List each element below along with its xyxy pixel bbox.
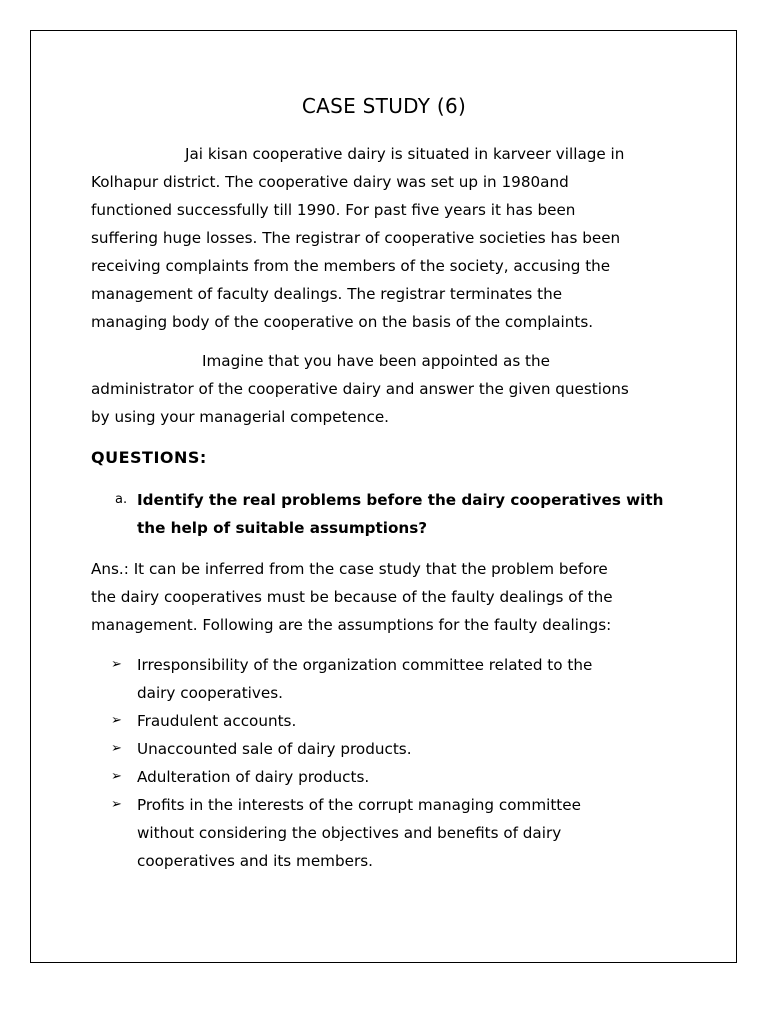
case-paragraph-1 (91, 140, 691, 336)
list-item-line: dairy cooperatives. (137, 684, 283, 702)
paragraph-line: Kolhapur district. The cooperative dairy was set up in 1980and (91, 173, 569, 191)
list-item-line: without considering the objectives and benefits of dairy (137, 824, 562, 842)
arrow-bullet-icon: ➢ (111, 657, 122, 672)
arrow-bullet-icon: ➢ (111, 713, 122, 728)
paragraph-line: administrator of the cooperative dairy and answer the given questions (91, 380, 629, 398)
answer-line: the dairy cooperatives must be because of the faulty dealings of the (91, 588, 613, 606)
list-item-line: Irresponsibility of the organization committee related to the (137, 656, 593, 674)
paragraph-line: by using your managerial competence. (91, 408, 389, 426)
paragraph-line: management of faculty dealings. The registrar terminates the (91, 285, 563, 303)
question-text (137, 486, 663, 542)
question-line: Identify the real problems before the dairy cooperatives with (137, 491, 664, 509)
paragraph-line: Jai kisan cooperative dairy is situated in karveer village in (185, 145, 625, 163)
paragraph-line: managing body of the cooperative on the basis of the complaints. (91, 313, 594, 331)
question-line: the help of suitable assumptions? (137, 519, 428, 537)
list-item (91, 791, 711, 875)
list-item (91, 735, 711, 763)
arrow-bullet-icon: ➢ (111, 769, 122, 784)
list-item-line: Fraudulent accounts. (137, 712, 297, 730)
list-item-line: cooperatives and its members. (137, 852, 373, 870)
page-title: CASE STUDY (6) (301, 94, 467, 118)
list-item-line: Adulteration of dairy products. (137, 768, 370, 786)
question-marker: a. (115, 492, 128, 507)
case-paragraph-2 (91, 347, 691, 431)
answer-line: management. Following are the assumptions for the faulty dealings: (91, 616, 612, 634)
list-item (91, 763, 711, 791)
list-item-line: Profits in the interests of the corrupt managing committee (137, 796, 581, 814)
paragraph-line: receiving complaints from the members of the society, accusing the (91, 257, 611, 275)
assumptions-list (91, 651, 711, 875)
questions-heading: QUESTIONS: (91, 448, 207, 467)
list-item (91, 707, 711, 735)
answer-paragraph (91, 555, 691, 639)
paragraph-line: functioned successfully till 1990. For past five years it has been (91, 201, 576, 219)
list-item (91, 651, 711, 707)
arrow-bullet-icon: ➢ (111, 797, 122, 812)
arrow-bullet-icon: ➢ (111, 741, 122, 756)
answer-line: Ans.: It can be inferred from the case study that the problem before (91, 560, 608, 578)
list-item-line: Unaccounted sale of dairy products. (137, 740, 412, 758)
paragraph-line: suffering huge losses. The registrar of cooperative societies has been (91, 229, 621, 247)
paragraph-line: Imagine that you have been appointed as the (202, 352, 550, 370)
